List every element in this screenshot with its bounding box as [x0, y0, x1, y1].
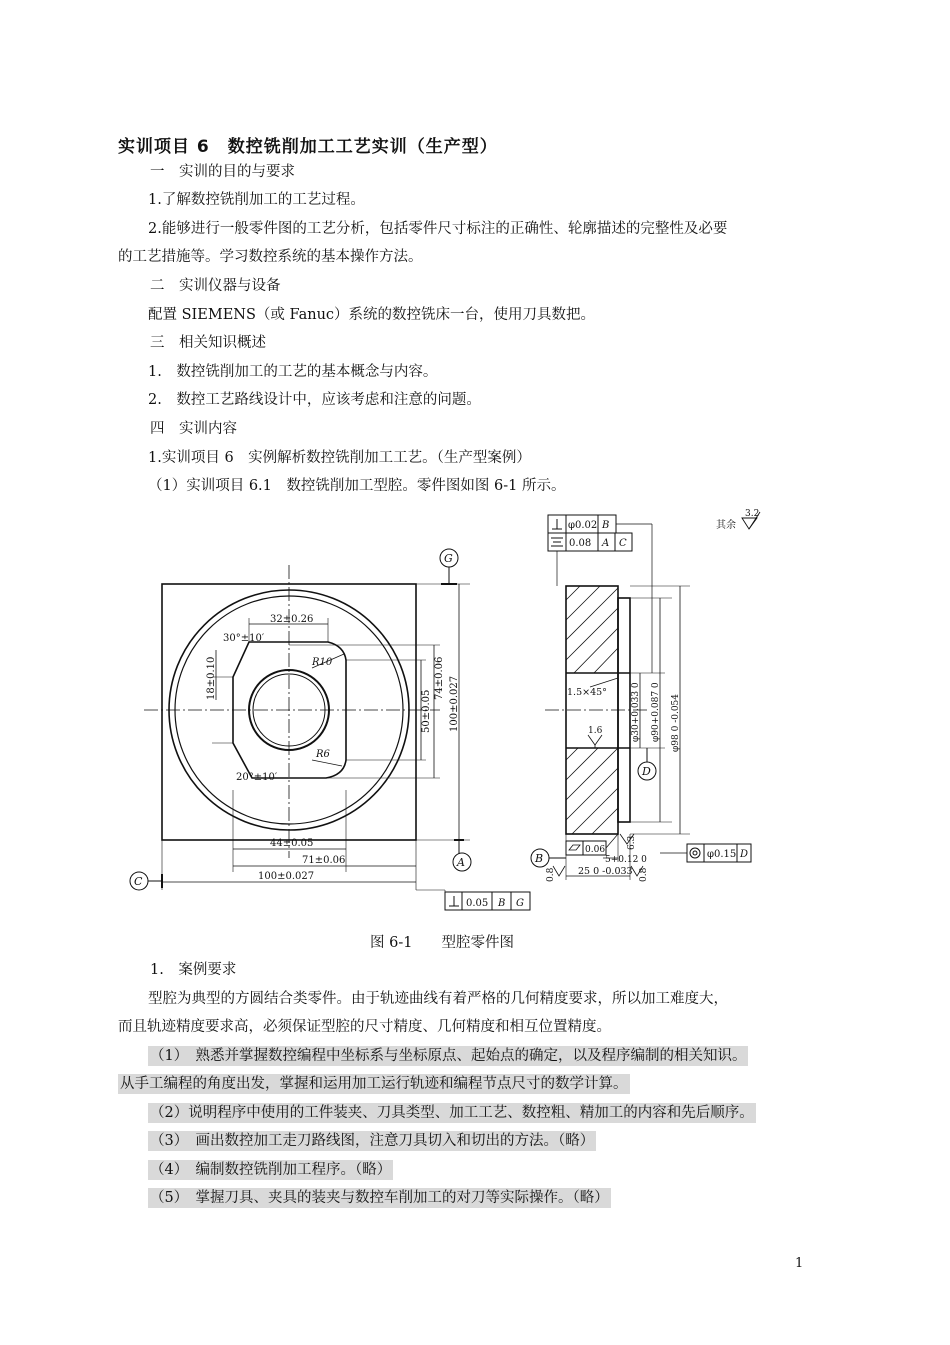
page-title: 实训项目 6 数控铣削加工工艺实训（生产型） — [118, 137, 498, 157]
fcf2-ref-c: C — [619, 538, 627, 549]
roughness-16: 1.6 — [588, 726, 603, 736]
roughness-63: 6.3 — [627, 835, 637, 850]
dim-44: 44±0.05 — [270, 838, 314, 849]
highlighted-item-1a: （1） 熟悉并掌握数控编程中坐标系与坐标原点、起始点的确定，以及程序编制的相关知识。 — [150, 1048, 747, 1064]
dim-r10: R10 — [312, 657, 333, 668]
fcf-bottom-value: 0.05 — [466, 898, 489, 909]
highlighted-item-4: （4） 编制数控铣削加工程序。（略） — [150, 1162, 392, 1178]
dim-18: 18±0.10 — [206, 656, 217, 700]
roughness-rest-label: 其余 — [716, 520, 736, 531]
highlighted-item-2: （2）说明程序中使用的工件装夹、刀具类型、加工工艺、数控粗、精加工的内容和先后顺序。 — [150, 1105, 754, 1121]
highlighted-item-5: （5） 掌握刀具、夹具的装夹与数控车削加工的对刀等实际操作。（略） — [150, 1190, 609, 1206]
section-heading-4: 四 实训内容 — [150, 421, 237, 437]
paragraph: 配置 SIEMENS（或 Fanuc）系统的数控铣床一台，使用刀具数把。 — [148, 307, 596, 323]
flatness-value: 0.06 — [585, 845, 606, 855]
highlighted-item-1b: 从手工编程的角度出发，掌握和运用加工运行轨迹和编程节点尺寸的数学计算。 — [120, 1076, 628, 1092]
fcf2-ref-a: A — [602, 538, 610, 549]
paragraph: 型腔为典型的方圆结合类零件。由于轨迹曲线有着严格的几何精度要求，所以加工难度大， — [148, 991, 728, 1007]
datum-c-label: C — [134, 875, 143, 888]
dim-20deg: 20°±10′ — [236, 772, 278, 783]
fcf1-value: φ0.02 — [568, 520, 598, 531]
dim-100v: 100±0.027 — [449, 675, 460, 732]
dim-32: 32±0.26 — [270, 614, 314, 625]
dim-phi90: φ90+0.087 0 — [651, 682, 661, 742]
page-number: 1 — [795, 1256, 804, 1271]
datum-a-label: A — [457, 856, 465, 869]
concentricity-value: φ0.15 — [707, 849, 737, 860]
dim-phi98: φ98 0 -0.054 — [671, 693, 681, 752]
paragraph: 1. 数控铣削加工的工艺的基本概念与内容。 — [148, 364, 438, 380]
dim-71: 71±0.06 — [302, 855, 346, 866]
chamfer-label: 1.5×45° — [567, 687, 607, 698]
concentricity-ref: D — [740, 849, 749, 860]
roughness-08-left: 0.8 — [546, 867, 556, 882]
dim-phi30: φ30+0.033 0 — [631, 682, 641, 742]
highlighted-item-3: （3） 画出数控加工走刀路线图，注意刀具切入和切出的方法。（略） — [150, 1133, 595, 1149]
dim-30deg: 30°±10′ — [223, 633, 265, 644]
paragraph: 的工艺措施等。学习数控系统的基本操作方法。 — [118, 249, 423, 265]
datum-g-label: G — [444, 552, 453, 565]
fcf1-ref: B — [602, 520, 610, 531]
datum-b-label: B — [535, 852, 544, 865]
datum-d-label: D — [642, 765, 651, 778]
dim-5: 5+0.12 0 — [605, 855, 647, 865]
fcf-bottom-datum-g: G — [516, 898, 524, 909]
dim-r6: R6 — [316, 749, 330, 760]
roughness-rest-value: 3.2 — [745, 509, 760, 519]
section-heading-3: 三 相关知识概述 — [150, 335, 266, 351]
roughness-08-right: 0.8 — [639, 867, 649, 882]
section-heading-2: 二 实训仪器与设备 — [150, 278, 281, 294]
paragraph: 1.了解数控铣削加工的工艺过程。 — [148, 192, 365, 208]
fcf2-value: 0.08 — [569, 538, 592, 549]
section-heading-1: 一 实训的目的与要求 — [150, 164, 295, 180]
paragraph: （1）实训项目 6.1 数控铣削加工型腔。零件图如图 6-1 所示。 — [148, 478, 566, 494]
dim-74: 74±0.06 — [434, 656, 445, 700]
paragraph: 2.能够进行一般零件图的工艺分析，包括零件尺寸标注的正确性、轮廓描述的完整性及必要 — [148, 221, 728, 237]
paragraph: 而且轨迹精度要求高，必须保证型腔的尺寸精度、几何精度和相互位置精度。 — [118, 1019, 611, 1035]
dim-50: 50±0.05 — [421, 689, 432, 733]
fcf-bottom-datum-b: B — [498, 898, 506, 909]
figure-caption: 图 6-1 型腔零件图 — [370, 935, 514, 951]
paragraph: 1.实训项目 6 实例解析数控铣削加工工艺。（生产型案例） — [148, 450, 531, 466]
dim-25: 25 0 -0.033 — [578, 866, 633, 877]
section-heading-5: 1. 案例要求 — [150, 962, 237, 978]
paragraph: 2. 数控工艺路线设计中，应该考虑和注意的问题。 — [148, 392, 481, 408]
dim-100h: 100±0.027 — [258, 871, 315, 882]
